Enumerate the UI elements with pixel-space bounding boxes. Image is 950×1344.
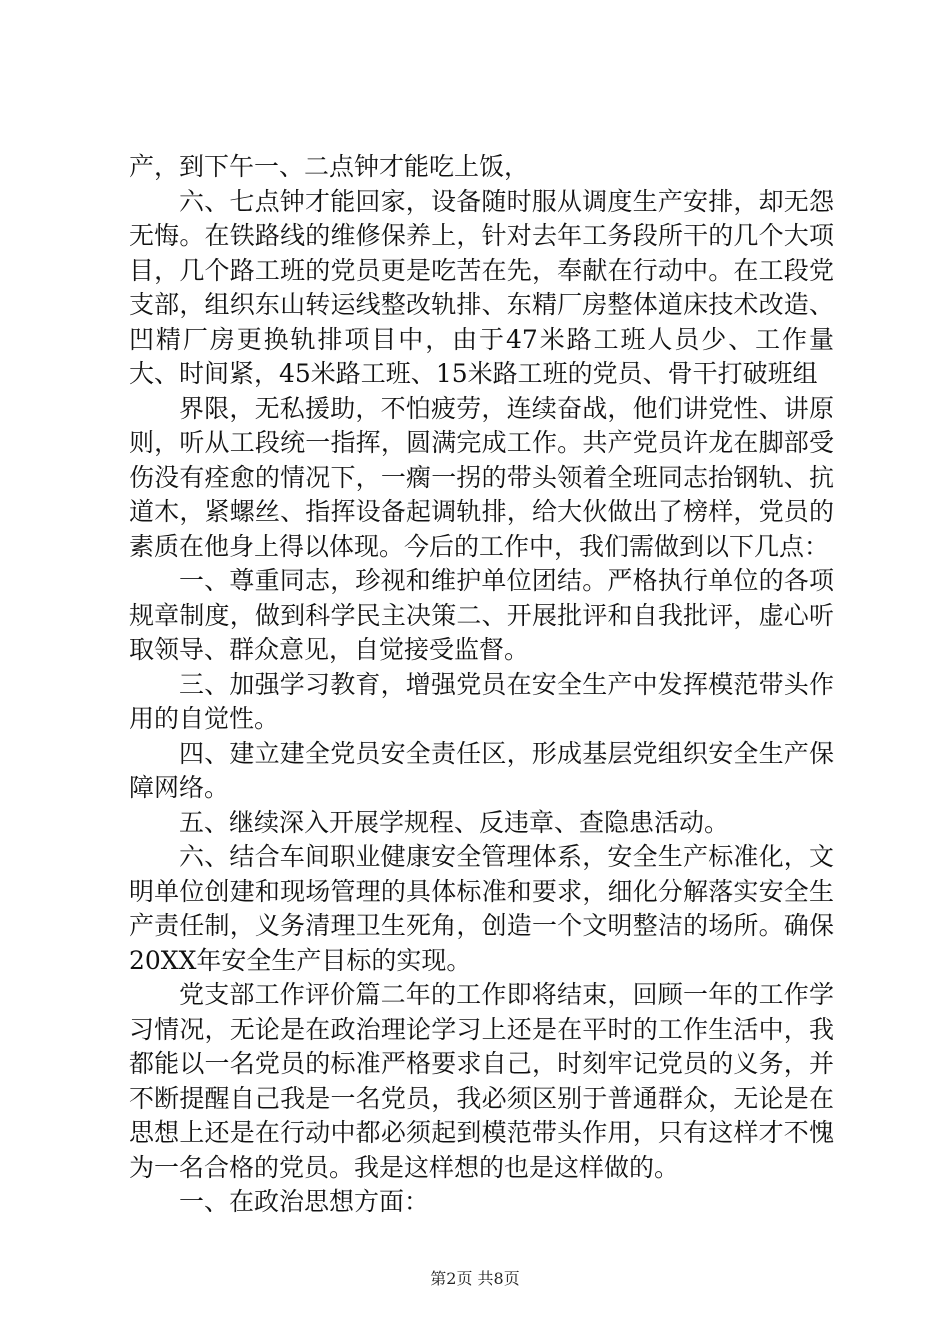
paragraph-9: 党支部工作评价篇二年的工作即将结束，回顾一年的工作学习情况，无论是在政治理论学习上还是在平时的工作生活中，我都能以一名党员的标准严格要求自己，时刻牢记党员的义务，并不断提醒自己我是一名党员，我必须区别于普通群众，无论是在思想上还是在行动中都必须起到模范带头作用，只有这样才不愧为一名合格的党员。我是这样想的也是这样做的。 <box>129 980 834 1182</box>
paragraph-4: 一、尊重同志，珍视和维护单位团结。严格执行单位的各项规章制度，做到科学民主决策二、开展批评和自我批评，虚心听取领导、群众意见，自觉接受监督。 <box>129 566 834 664</box>
paragraph-2: 六、七点钟才能回家，设备随时服从调度生产安排，却无怨无悔。在铁路线的维修保养上，针对去年工务段所干的几个大项目，几个路工班的党员更是吃苦在先，奉献在行动中。在工段党支部，组织东山转运线整改轨排、东精厂房整体道床技术改造、凹精厂房更换轨排项目中，由于47米路工班人员少、工作量大、时间紧，45米路工班、15米路工班的党员、骨干打破班组 <box>129 186 834 388</box>
paragraph-10: 一、在政治思想方面： <box>179 1187 430 1216</box>
document-body <box>129 150 834 1220</box>
paragraph-7: 五、继续深入开展学规程、反违章、查隐患活动。 <box>179 807 730 837</box>
paragraph-6: 四、建立建全党员安全责任区，形成基层党组织安全生产保障网络。 <box>129 738 834 802</box>
paragraph-1: 产，到下午一、二点钟才能吃上饭， <box>129 152 530 181</box>
page-footer: 第2页 共8页 <box>430 1269 520 1288</box>
paragraph-3: 界限，无私援助，不怕疲劳，连续奋战，他们讲党性、讲原则，听从工段统一指挥，圆满完成工作。共产党员许龙在脚部受伤没有痊愈的情况下，一瘸一拐的带头领着全班同志抬钢轨、抗道木，紧螺丝、指挥设备起调轨排，给大伙做出了榜样，党员的素质在他身上得以体现。今后的工作中，我们需做到以下几点： <box>129 393 834 561</box>
paragraph-5: 三、加强学习教育，增强党员在安全生产中发挥模范带头作用的自觉性。 <box>129 669 834 733</box>
paragraph-8: 六、结合车间职业健康安全管理体系，安全生产标准化，文明单位创建和现场管理的具体标准和要求，细化分解落实安全生产责任制，义务清理卫生死角，创造一个文明整洁的场所。确保20XX年安全生产目标的实现。 <box>129 842 834 975</box>
